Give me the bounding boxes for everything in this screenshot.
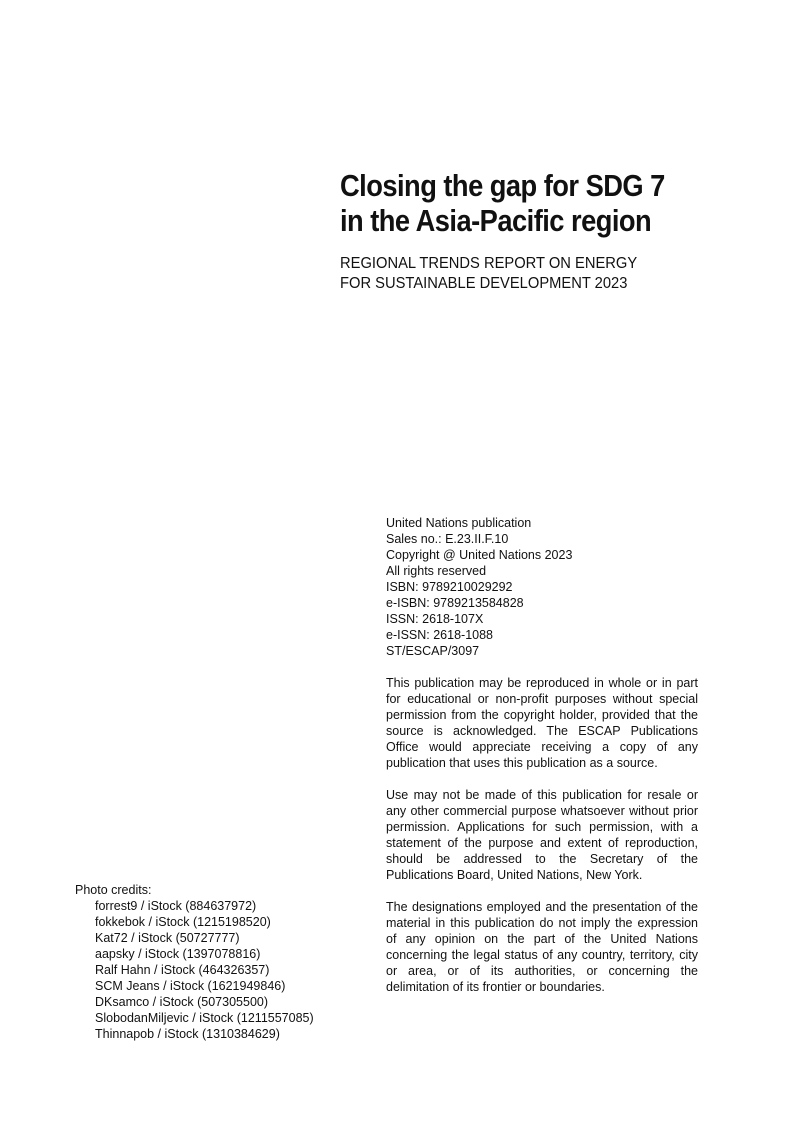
photo-credit-item: Ralf Hahn / iStock (464326357) (95, 963, 270, 977)
copyright: Copyright @ United Nations 2023 (386, 548, 573, 562)
reproduction-paragraph: This publication may be reproduced in whole or in part for educational or non-profit purposes without special permission from the copyright holder, provided that the source is acknowledged. The ESCAP Publications Office would appreciate receiving a copy of any publication that uses this publication as a source. (386, 676, 698, 770)
photo-credit-item: fokkebok / iStock (1215198520) (95, 915, 271, 929)
photo-credit-item: aapsky / iStock (1397078816) (95, 947, 261, 961)
photo-credit-item: SCM Jeans / iStock (1621949846) (95, 979, 286, 993)
e-isbn: e-ISBN: 9789213584828 (386, 596, 524, 610)
document-symbol: ST/ESCAP/3097 (386, 644, 480, 658)
title-line-1: Closing the gap for SDG 7 (340, 168, 665, 203)
rights-reserved: All rights reserved (386, 564, 487, 578)
photo-credit-item: Kat72 / iStock (50727777) (95, 931, 240, 945)
photo-credit-item: DKsamco / iStock (507305500) (95, 995, 269, 1009)
photo-credit-item: forrest9 / iStock (884637972) (95, 899, 257, 913)
commercial-use-paragraph: Use may not be made of this publication for resale or any other commercial purpose whatsoever without prior permission. Applications for such permission, with a statement of the purpose and extent of reproduction, should be addressed to the Secretary of the Publications Board, United Nations, New York. (386, 788, 698, 882)
photo-credit-item: Thinnapob / iStock (1310384629) (95, 1027, 280, 1041)
subtitle-line-2: FOR SUSTAINABLE DEVELOPMENT 2023 (340, 275, 628, 292)
publication-line: United Nations publication (386, 516, 532, 530)
issn: ISSN: 2618-107X (386, 612, 484, 626)
isbn: ISBN: 9789210029292 (386, 580, 513, 594)
photo-credit-item: SlobodanMiljevic / iStock (1211557085) (95, 1011, 314, 1025)
designations-paragraph: The designations employed and the presentation of the material in this publication do not imply the expression of any opinion on the part of the United Nations concerning the legal status of any country, territory, city or area, or of its authorities, or concerning the delimitation of its frontier or boundaries. (386, 900, 698, 994)
subtitle-line-1: REGIONAL TRENDS REPORT ON ENERGY (340, 255, 638, 272)
sales-number: Sales no.: E.23.II.F.10 (386, 532, 509, 546)
document-subtitle (340, 254, 760, 294)
photo-credits (75, 882, 355, 1042)
e-issn: e-ISSN: 2618-1088 (386, 628, 494, 642)
photo-credits-heading: Photo credits: (75, 883, 152, 897)
publication-info (386, 515, 698, 995)
document-title (340, 168, 760, 238)
title-line-2: in the Asia-Pacific region (340, 203, 652, 238)
